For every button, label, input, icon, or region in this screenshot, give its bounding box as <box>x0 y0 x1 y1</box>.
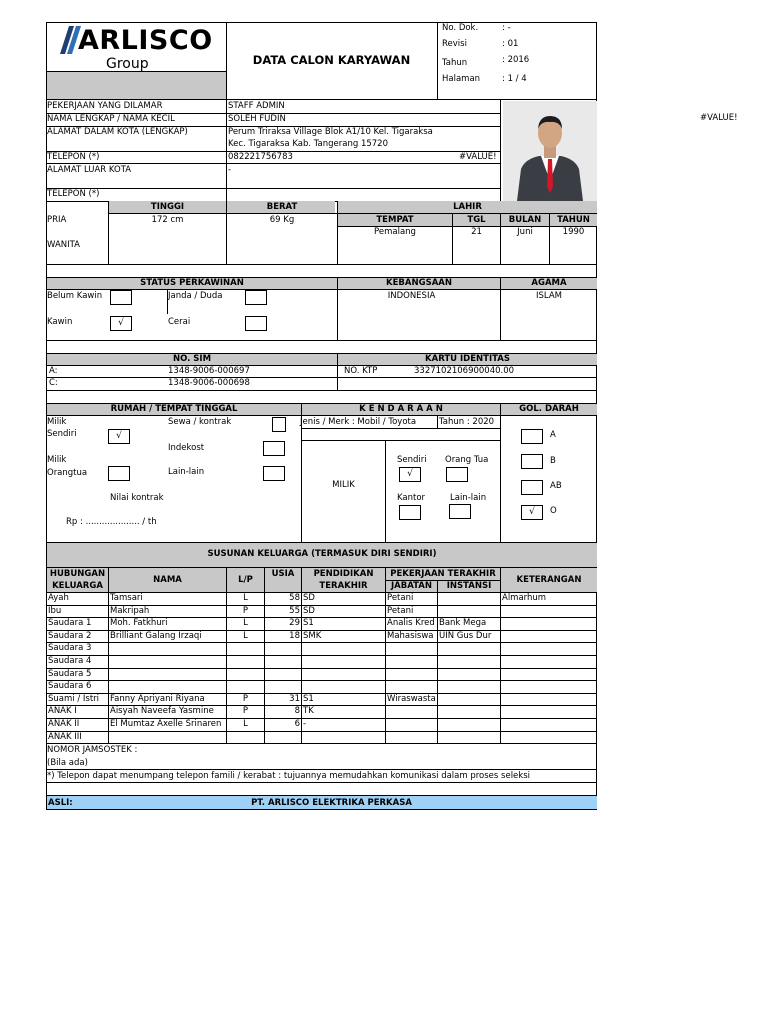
phone-label: TELEPON (*) <box>47 152 100 162</box>
birth-month-value: Juni <box>517 227 533 237</box>
family-cell-position: Analis Kred <box>387 618 435 628</box>
family-cell-gender: P <box>242 606 249 616</box>
company-logo <box>58 26 218 72</box>
family-cell-notes: Almarhum <box>502 593 547 603</box>
birth-date-value: 21 <box>471 227 482 237</box>
family-cell-gender: P <box>242 706 249 716</box>
doc-label-no: No. Dok. <box>442 23 479 33</box>
family-cell-name: El Mumtaz Axelle Srinaren <box>110 719 222 729</box>
outside-address-value: - <box>228 165 232 175</box>
doc-label-tahun: Tahun <box>442 58 468 68</box>
family-cell-education: SMK <box>303 631 322 641</box>
address-line1: Perum Triraksa Village Blok A1/10 Kel. Tigaraksa <box>228 127 433 137</box>
birth-year-header: TAHUN <box>557 215 590 225</box>
family-header-age: USIA <box>271 569 295 579</box>
vehicle-year: Tahun : 2020 <box>439 417 495 427</box>
family-cell-position: Wiraswasta <box>387 694 436 704</box>
family-header-education-2: TERAKHIR <box>319 581 368 591</box>
position-label: PEKERJAAN YANG DILAMAR <box>47 101 163 111</box>
widow-checkbox[interactable] <box>245 290 267 305</box>
family-cell-education: S1 <box>303 618 314 628</box>
logo-group: Group <box>106 56 149 72</box>
residence-parents-line1: Milik <box>47 455 67 465</box>
blood-b-checkbox[interactable] <box>521 454 543 469</box>
height-value: 172 cm <box>151 215 184 225</box>
family-cell-gender: P <box>242 694 249 704</box>
jamsostek-label: NOMOR JAMSOSTEK : <box>47 745 138 755</box>
family-cell-relation: Saudara 2 <box>48 631 92 641</box>
family-cell-institution: UIN Gus Dur <box>439 631 492 641</box>
birth-place-header: TEMPAT <box>376 215 414 225</box>
family-cell-name: Moh. Fatkhuri <box>110 618 168 628</box>
family-header-notes: KETERANGAN <box>516 575 582 585</box>
phone-value: 082221756783 <box>228 152 293 162</box>
family-cell-age: 55 <box>289 606 300 616</box>
blood-a-label: A <box>550 430 556 440</box>
family-cell-relation: ANAK I <box>48 706 77 716</box>
weight-header: BERAT <box>266 202 298 212</box>
family-cell-relation: Suami / Istri <box>48 694 100 704</box>
family-cell-name: Makripah <box>110 606 150 616</box>
religion-value: ISLAM <box>536 291 562 301</box>
family-header-relation-1: HUBUNGAN <box>49 569 106 579</box>
family-cell-education: TK <box>303 706 314 716</box>
jamsostek-if-any: (Bila ada) <box>47 758 88 768</box>
vehicle-other-label: Lain-lain <box>450 493 487 503</box>
doc-value-no: : - <box>502 23 511 33</box>
side-value-error: #VALUE! <box>700 113 738 123</box>
sim-a-value: 1348-9006-000697 <box>168 366 250 376</box>
ktp-label: NO. KTP <box>344 366 378 376</box>
family-cell-age: 8 <box>294 706 300 716</box>
family-cell-age: 29 <box>289 618 300 628</box>
residence-own-checkbox[interactable]: √ <box>108 429 130 444</box>
address-line2: Kec. Tigaraksa Kab. Tangerang 15720 <box>228 139 388 149</box>
doc-value-tahun: : 2016 <box>502 55 530 65</box>
family-cell-gender: L <box>243 631 248 641</box>
nationality-value: INDONESIA <box>387 291 436 301</box>
phone2-label: TELEPON (*) <box>47 189 100 199</box>
position-value: STAFF ADMIN <box>228 101 285 111</box>
residence-header: RUMAH / TEMPAT TINGGAL <box>110 404 238 414</box>
family-cell-age: 6 <box>294 719 300 729</box>
rp-line: Rp : .................... / th <box>66 517 157 527</box>
vehicle-owned-label: MILIK <box>332 480 355 490</box>
residence-boarding-label: Indekost <box>168 443 205 453</box>
blood-a-checkbox[interactable] <box>521 429 543 444</box>
applicant-photo <box>503 101 597 201</box>
blood-o-checkbox[interactable]: √ <box>521 505 543 520</box>
doc-value-revisi: : 01 <box>502 39 519 49</box>
family-cell-name: Brilliant Galang Irzaqi <box>110 631 202 641</box>
vehicle-header: K E N D A R A A N <box>359 404 443 414</box>
widow-label: Janda / Duda <box>168 291 223 301</box>
residence-rent-label: Sewa / kontrak <box>168 417 232 427</box>
contract-value-label: Nilai kontrak <box>110 493 164 503</box>
residence-own-line1: Milik <box>47 417 67 427</box>
family-title: SUSUNAN KELUARGA (TERMASUK DIRI SENDIRI) <box>207 549 437 559</box>
family-cell-age: 18 <box>289 631 300 641</box>
family-cell-education: S1 <box>303 694 314 704</box>
family-header-education-1: PENDIDIKAN <box>313 569 374 579</box>
female-label: WANITA <box>47 240 80 250</box>
male-label: PRIA <box>47 215 67 225</box>
vehicle-office-label: Kantor <box>397 493 426 503</box>
family-cell-relation: ANAK III <box>48 732 82 742</box>
family-cell-education: SD <box>303 593 315 603</box>
sim-c-value: 1348-9006-000698 <box>168 378 250 388</box>
family-cell-age: 31 <box>289 694 300 704</box>
doc-label-halaman: Halaman <box>442 74 481 84</box>
family-cell-relation: Saudara 1 <box>48 618 92 628</box>
footer-note: *) Telepon dapat menumpang telepon famili / kerabat : tujuannya memudahkan komunikasi dalam proses seleksi <box>47 771 530 781</box>
family-cell-name: Tamsari <box>110 593 143 603</box>
id-header: KARTU IDENTITAS <box>425 354 510 364</box>
divorced-label: Cerai <box>168 317 191 327</box>
religion-header: AGAMA <box>531 278 567 288</box>
original-label: ASLI: <box>48 798 73 808</box>
birth-month-header: BULAN <box>508 215 542 225</box>
family-cell-relation: Ayah <box>48 593 69 603</box>
family-cell-gender: L <box>243 593 248 603</box>
family-cell-name: Aisyah Naveefa Yasmine <box>110 706 214 716</box>
birth-date-header: TGL <box>467 215 486 225</box>
single-checkbox[interactable] <box>110 290 132 305</box>
vehicle-office-checkbox[interactable] <box>399 505 421 520</box>
family-cell-relation: Saudara 5 <box>48 669 92 679</box>
family-cell-gender: L <box>243 618 248 628</box>
family-cell-relation: Saudara 3 <box>48 643 92 653</box>
birth-place-value: Pemalang <box>374 227 416 237</box>
logo-gray-band <box>47 71 226 99</box>
logo-name: ARLISCO <box>78 25 213 56</box>
weight-value: 69 Kg <box>269 215 295 225</box>
vehicle-self-checkbox[interactable]: √ <box>399 467 421 482</box>
family-cell-name: Fanny Apriyani Riyana <box>110 694 205 704</box>
residence-other-checkbox[interactable] <box>263 466 285 481</box>
family-header-gender: L/P <box>238 575 253 585</box>
residence-boarding-checkbox[interactable] <box>263 441 285 456</box>
residence-own-line2: Sendiri <box>47 429 77 439</box>
sim-header: NO. SIM <box>172 354 212 364</box>
birth-header: LAHIR <box>453 202 482 212</box>
family-cell-gender: L <box>243 719 248 729</box>
marital-header: STATUS PERKAWINAN <box>140 278 244 288</box>
family-cell-age: 58 <box>289 593 300 603</box>
family-cell-relation: ANAK II <box>48 719 80 729</box>
ktp-value: 3327102106900040.00 <box>414 366 515 376</box>
vehicle-other-checkbox[interactable] <box>449 504 471 519</box>
married-checkbox[interactable]: √ <box>110 316 132 331</box>
family-header-job: PEKERJAAN TERAKHIR <box>390 569 496 579</box>
family-header-institution: INSTANSI <box>446 581 492 591</box>
residence-parents-checkbox[interactable] <box>108 466 130 481</box>
blood-ab-label: AB <box>550 481 562 491</box>
residence-rent-checkbox[interactable] <box>272 417 286 432</box>
phone-value-error: #VALUE! <box>459 152 497 162</box>
family-cell-position: Petani <box>387 593 414 603</box>
vehicle-type: Jenis / Merk : Mobil / Toyota <box>300 417 417 427</box>
blood-ab-checkbox[interactable] <box>521 480 543 495</box>
sim-c-label: C: <box>49 378 58 388</box>
family-cell-relation: Saudara 6 <box>48 681 92 691</box>
blood-b-label: B <box>550 456 556 466</box>
doc-label-revisi: Revisi <box>442 39 467 49</box>
divorced-checkbox[interactable] <box>245 316 267 331</box>
vehicle-parents-checkbox[interactable] <box>446 467 468 482</box>
family-header-position: JABATAN <box>391 581 432 591</box>
single-label: Belum Kawin <box>47 291 103 301</box>
blood-header: GOL. DARAH <box>519 404 579 414</box>
blood-o-label: O <box>550 506 557 516</box>
doc-value-halaman: : 1 / 4 <box>502 74 527 84</box>
married-label: Kawin <box>47 317 73 327</box>
name-label: NAMA LENGKAP / NAMA KECIL <box>47 114 175 124</box>
family-cell-institution: Bank Mega <box>439 618 487 628</box>
company-name: PT. ARLISCO ELEKTRIKA PERKASA <box>251 798 412 808</box>
residence-other-label: Lain-lain <box>168 467 205 477</box>
family-cell-education: - <box>303 719 307 729</box>
page-title: DATA CALON KARYAWAN <box>252 53 411 67</box>
family-header-name: NAMA <box>153 575 182 585</box>
family-cell-relation: Ibu <box>48 606 62 616</box>
family-cell-position: Mahasiswa <box>387 631 434 641</box>
family-header-relation-2: KELUARGA <box>52 581 103 591</box>
family-cell-position: Petani <box>387 606 414 616</box>
vehicle-parents-label: Orang Tua <box>445 455 489 465</box>
vehicle-self-label: Sendiri <box>397 455 427 465</box>
height-header: TINGGI <box>150 202 185 212</box>
residence-parents-line2: Orangtua <box>47 468 88 478</box>
outside-address-label: ALAMAT LUAR KOTA <box>47 165 132 175</box>
family-cell-relation: Saudara 4 <box>48 656 92 666</box>
sim-a-label: A: <box>49 366 58 376</box>
family-cell-education: SD <box>303 606 315 616</box>
name-value: SOLEH FUDIN <box>228 114 286 124</box>
birth-year-value: 1990 <box>562 227 585 237</box>
address-label: ALAMAT DALAM KOTA (LENGKAP) <box>47 127 188 137</box>
nationality-header: KEBANGSAAN <box>386 278 452 288</box>
